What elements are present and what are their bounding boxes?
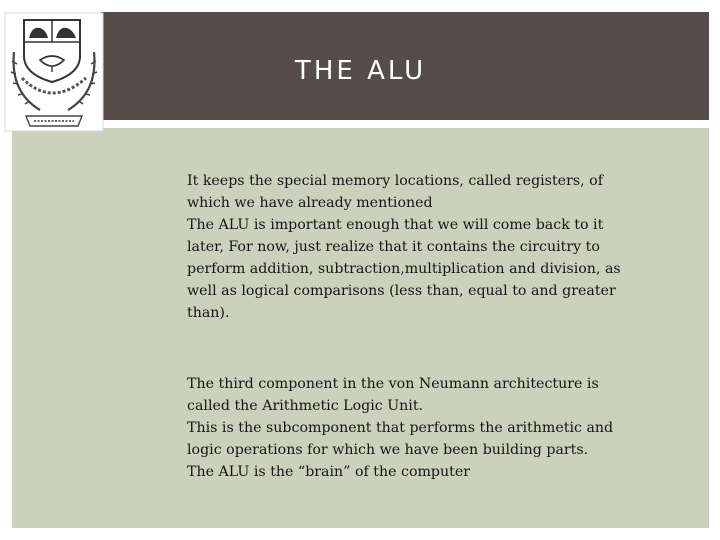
slide-title: THE ALU (295, 56, 427, 86)
text-line: The ALU is important enough that we will come back to it (187, 217, 604, 233)
text-line: It keeps the special memory locations, called registers, of (187, 173, 603, 189)
text-line: perform addition, subtraction,multiplication and division, as (187, 261, 621, 277)
text-line: logic operations for which we have been building parts. (187, 442, 589, 458)
text-line: than). (187, 305, 230, 321)
text-line: called the Arithmetic Logic Unit. (187, 398, 424, 414)
text-line: The ALU is the “brain” of the computer (187, 464, 471, 480)
text-line: later, For now, just realize that it contains the circuitry to (187, 239, 600, 255)
text-line: which we have already mentioned (187, 195, 433, 211)
text-line: The third component in the von Neumann architecture is (187, 376, 599, 392)
paragraph-2 (187, 373, 647, 483)
college-crest-icon (4, 12, 104, 132)
text-line: This is the subcomponent that performs the arithmetic and (187, 420, 614, 436)
paragraph-1 (187, 170, 647, 324)
text-line: well as logical comparisons (less than, equal to and greater (187, 283, 616, 299)
